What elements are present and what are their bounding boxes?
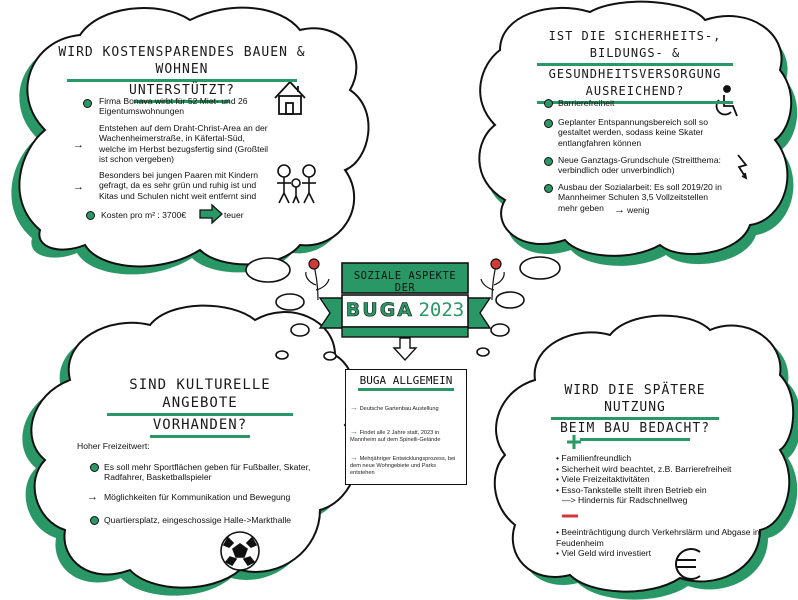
top-right-title <box>530 28 740 104</box>
title-underline <box>150 435 250 438</box>
arrow-icon: → <box>614 204 625 216</box>
bullet-dot <box>544 184 553 193</box>
allgemein-item-3-text: Mehrjähriger Entwicklungsprozess, bei dem neue Wohngebiete und Parks entstehen <box>350 456 456 476</box>
top-right-less-note: wenig <box>627 205 650 215</box>
top-left-item-4: Kosten pro m² : 3700€ <box>101 210 187 220</box>
plus-item-4-text: Esso-Tankstelle stellt ihren Betrieb ein <box>561 484 707 495</box>
center-title-year: 2023 <box>418 299 465 321</box>
bottom-left-item-3: Quartiersplatz, eingeschossige Halle->Markthalle <box>104 515 292 525</box>
bottom-left-title <box>100 376 300 438</box>
center-title-top: SOZIALE ASPEKTE DER <box>353 270 457 294</box>
plus-item-3: • Viele Freizeitaktivitäten <box>556 474 650 485</box>
bullet-dot <box>90 463 99 472</box>
allgemein-item-1 <box>350 404 462 413</box>
top-right-item-3: Neue Ganztags-Grundschule (Streitthema: verbindlich oder unverbindlich) <box>558 155 721 176</box>
down-arrow-icon <box>394 338 416 360</box>
minus-item-1: • Beeinträchtigung durch Verkehrslärm und Abgase in Feudenheim <box>556 527 760 548</box>
allgemein-item-1-text: Deutsche Gartenbau Austellung <box>359 406 439 412</box>
bottom-right-title-line1: WIRD DIE SPÄTERE NUTZUNG <box>564 383 706 415</box>
top-left-title <box>58 44 306 103</box>
green-arrow-small: → <box>350 427 358 436</box>
cloud-bottom-left <box>22 306 357 596</box>
allgemein-title: BUGA ALLGEMEIN <box>359 374 453 387</box>
bullet-dot <box>90 516 99 525</box>
arrow-icon: → <box>87 491 98 503</box>
plus-item-2-text: Sicherheit wird beachtet, z.B. Barrierefreiheit <box>561 463 732 474</box>
title-underline <box>358 388 454 391</box>
buga-allgemein-box <box>345 369 467 485</box>
plus-item-2: • Sicherheit wird beachtet, z.B. Barrierefreiheit <box>556 463 732 474</box>
title-underline <box>580 438 690 441</box>
top-right-item-1: Barrierefreiheit <box>558 98 615 108</box>
bullet-dot <box>544 99 553 108</box>
plus-symbol-label <box>591 432 592 433</box>
top-right-title-line1: IST DIE SICHERHEITS-, BILDUNGS- & <box>548 29 722 60</box>
bottom-left-item-1: Es soll mehr Sportflächen geben für Fußballer, Skater, Radfahrer, Basketballspieler <box>104 462 311 483</box>
bottom-right-minus-list <box>556 527 771 559</box>
top-left-title-line1: WIRD KOSTENSPARENDES BAUEN & WOHNEN <box>58 45 306 77</box>
bottom-left-title-line2: VORHANDEN? <box>152 417 248 433</box>
allgemein-item-3 <box>350 454 462 477</box>
bullet-dot <box>544 119 553 128</box>
top-left-item-1: Firma Bonava wirbt für 52 Miet- und 26 Eigentumswohnungen <box>99 96 248 117</box>
green-arrow-small: → <box>350 453 358 462</box>
bottom-left-title-line1: SIND KULTURELLE ANGEBOTE <box>129 377 271 411</box>
top-left-item-3: Besonders bei jungen Paaren mit Kindern gefragt, da es sehr grün und ruhig ist und Kitas und Schulen nicht weit entfernt sind <box>99 170 259 201</box>
plus-item-5-text: —> Hindernis für Radschnellweg <box>562 495 688 506</box>
arrow-icon: → <box>73 139 84 151</box>
bottom-left-intro: Hoher Freizeitwert: <box>77 441 150 451</box>
plus-item-4: • Esso-Tankstelle stellt ihren Betrieb ein <box>556 484 707 495</box>
top-right-item-4: Ausbau der Sozialarbeit: Es soll 2019/20 in Mannheimer Schulen 3,5 Vollzeitstellen mehr geben <box>558 182 722 213</box>
soccer-ball-icon <box>221 532 259 570</box>
top-left-title-line2: UNTERSTÜTZT? <box>129 83 235 98</box>
top-right-item-2: Geplanter Entspannungsbereich soll so gestaltet werden, sodass keine Skater entlangfahren können <box>558 117 709 148</box>
bullet-dot <box>86 211 95 220</box>
top-right-title-line2: GESUNDHEITSVERSORGUNG AUSREICHEND? <box>548 67 722 98</box>
minus-item-2-text: Viel Geld wird investiert <box>561 548 652 559</box>
green-arrow-small: → <box>350 403 358 412</box>
minus-item-1-text: Beeinträchtigung durch Verkehrslärm und Abgase in Feudenheim <box>556 527 760 548</box>
top-left-item-2: Entstehen auf dem Draht-Christ-Area an der Wachenheimerstraße, in Käfertal-Süd, welche im Herbst bezugsfertig sind (Großteil ist schon vergeben) <box>99 123 269 165</box>
bottom-right-title-line2: BEIM BAU BEDACHT? <box>559 421 711 436</box>
plus-item-1-text: Familienfreundlich <box>561 453 632 463</box>
minus-item-2: • Viel Geld wird investiert <box>556 548 652 559</box>
euro-symbol-label <box>682 550 683 551</box>
allgemein-item-2-text: Findet alle 2 Jahre statt, 2023 in Mannheim auf dem Spinelli-Gelände <box>350 430 441 443</box>
plus-item-5 <box>556 495 771 506</box>
bottom-left-item-2: Möglichkeiten für Kommunikation und Bewegung <box>104 492 291 502</box>
plus-item-1: • Familienfreundlich <box>556 453 632 463</box>
bullet-dot <box>83 99 92 108</box>
allgemein-item-2 <box>350 428 462 444</box>
top-left-cost-note: teuer <box>224 210 244 220</box>
center-title-buga: BUGA <box>345 299 414 321</box>
plus-item-3-text: Viele Freizeitaktivitäten <box>561 474 650 485</box>
center-title-row <box>344 299 466 321</box>
bottom-right-title <box>545 382 725 441</box>
arrow-icon: → <box>73 181 84 193</box>
bottom-right-plus-list <box>556 453 771 506</box>
bullet-dot <box>544 157 553 166</box>
